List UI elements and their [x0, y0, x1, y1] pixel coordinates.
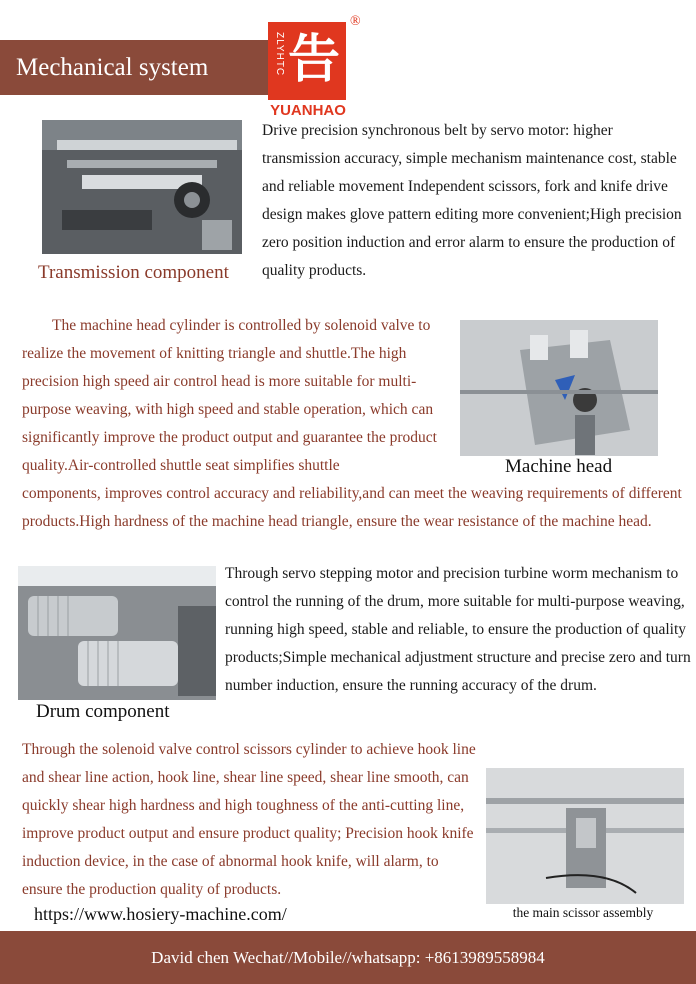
registered-mark: ® — [350, 14, 361, 29]
footer-contact-bar — [0, 931, 696, 984]
transmission-text: Drive precision synchronous belt by servo motor: higher transmission accuracy, simple mechanism maintenance cost, stable and reliable movement Independent scissors, fork and knife drive design makes glove pattern editing more convenient;High precision zero position induction and error alarm to ensure the production of quality products. — [262, 122, 682, 279]
drum-text: Through servo stepping motor and precision turbine worm mechanism to control the running of the drum, more suitable for multi-purpose weaving, running high speed, stable and reliable, to ensure the production of quality products;Simple mechanical adjustment structure and precise zero and turn number induction, ensure the running accuracy of the drum. — [225, 565, 691, 694]
logo-char: 告 — [287, 32, 340, 89]
drum-caption: Drum component — [36, 701, 170, 722]
drum-photo — [18, 566, 216, 700]
machine-head-caption: Machine head — [505, 456, 613, 477]
scissor-photo — [486, 768, 684, 904]
scissor-text: Through the solenoid valve control scissors cylinder to achieve hook line and shear line action, hook line, shear line speed, shear line smooth, can quickly shear high hardness and high toughness of the anti-cutting line, improve product output and ensure product quality; Precision hook knife induction device, in the case of abnormal hook knife, will alarm, to ensure the production quality of products. — [22, 741, 476, 898]
transmission-caption: Transmission component — [38, 262, 229, 283]
machine-head-photo — [460, 320, 658, 456]
page-title: Mechanical system — [16, 54, 209, 81]
brand-name: YUANHAO — [270, 102, 346, 119]
logo-side-text: ZLYHTC — [274, 32, 285, 77]
transmission-photo — [42, 120, 242, 254]
website-url[interactable]: https://www.hosiery-machine.com/ — [34, 904, 287, 924]
machine-head-text-cont: components, improves control accuracy and reliability,and can meet the weaving requirements of different products.High hardness of the machine head triangle, ensure the wear resistance of the machine head. — [22, 485, 682, 530]
scissor-caption: the main scissor assembly — [512, 905, 654, 920]
header-banner — [0, 40, 268, 95]
footer-contact: David chen Wechat//Mobile//whatsapp: +8613989558984 — [151, 948, 545, 967]
machine-head-text: The machine head cylinder is controlled by solenoid valve to realize the movement of knitting triangle and shuttle.The high precision high speed air control head is more suitable for multi-purpose weaving, with high speed and stable operation, which can significantly improve the product output and guarantee the product quality.Air-controlled shuttle seat simplifies shuttle — [22, 317, 437, 474]
brand-logo — [268, 22, 346, 100]
